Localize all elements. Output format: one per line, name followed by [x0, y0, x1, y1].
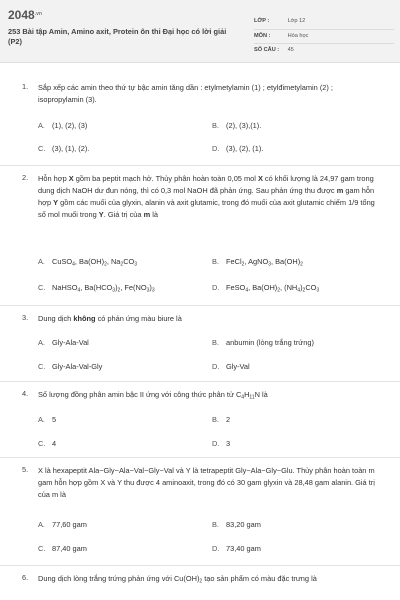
- meta-subject-key: MÔN :: [254, 33, 271, 39]
- question-divider: [0, 565, 400, 566]
- meta-class: [254, 18, 394, 24]
- question-text: Dung dịch không có phản ứng màu biure là: [38, 314, 182, 323]
- option-a[interactable]: A. CuSO$_4$, $Ba(OH)_2$, $Na_2CO_3$: [38, 257, 138, 268]
- option-b[interactable]: B. 2: [212, 415, 231, 424]
- document-title: 253 Bài tập Amin, Amino axit, Protein ôn thi Đại học có lời giải (P2): [8, 27, 227, 46]
- meta-subject-value: Hóa học: [287, 33, 309, 39]
- option-c[interactable]: C. 4: [38, 439, 57, 448]
- question-divider: [0, 165, 400, 166]
- option-c[interactable]: C. Gly-Ala-Val-Gly: [38, 362, 103, 371]
- option-a[interactable]: A. (1), (2), (3): [38, 121, 88, 130]
- logo-suffix: .vn: [34, 11, 42, 17]
- question-number: 4.: [22, 389, 29, 398]
- option-b[interactable]: B. FeCl$_2$, AgNO$_3$, $Ba(OH)_2$: [212, 257, 303, 268]
- option-c[interactable]: C. NaHSO$_4$, $Ba(HCO_3)_2$, $Fe(NO_3)_3$: [38, 283, 155, 294]
- meta-divider: [254, 29, 394, 30]
- logo-text: 2048: [8, 8, 35, 22]
- option-b[interactable]: B. 83,20 gam: [212, 520, 261, 529]
- question-divider: [0, 457, 400, 458]
- meta-count-key: SỐ CÂU :: [254, 47, 280, 53]
- meta-subject: [254, 33, 394, 39]
- option-d[interactable]: D. Gly-Val: [212, 362, 250, 371]
- question-text: X là hexapeptit Ala−Gly−Ala−Val−Gly−Val và Y là tetrapeptit Gly−Ala−Gly−Glu. Thủy phân hoàn toàn m gam hỗn hợp gồm X và Y thu được 4 aminoaxit, trong đó có 30 gam glyxin và 28,48 gam alanin. Giá trị của m là: [38, 466, 375, 499]
- question-number: 3.: [22, 313, 29, 322]
- question-number: 2.: [22, 173, 29, 182]
- question-number: 5.: [22, 465, 29, 474]
- option-d[interactable]: D. 73,40 gam: [212, 544, 261, 553]
- document-header: [0, 0, 400, 63]
- option-d[interactable]: D. (3), (2), (1).: [212, 144, 264, 153]
- option-a[interactable]: A. 77,60 gam: [38, 520, 87, 529]
- meta-class-value: Lớp 12: [287, 18, 306, 24]
- option-a[interactable]: A. Gly-Ala-Val: [38, 338, 89, 347]
- meta-class-key: LỚP :: [254, 18, 270, 24]
- site-logo[interactable]: [8, 8, 42, 22]
- meta-divider: [254, 43, 394, 44]
- option-b[interactable]: B. anbumin (lòng trắng trứng): [212, 338, 314, 347]
- option-b[interactable]: B. (2), (3),(1).: [212, 121, 262, 130]
- option-c[interactable]: C. (3), (1), (2).: [38, 144, 90, 153]
- question-text: Số lượng đồng phân amin bậc II ứng với công thức phân tử $C_4H_{11}N$ là: [38, 390, 268, 401]
- question-divider: [0, 381, 400, 382]
- question-text: Hỗn hợp X gồm ba peptit mạch hở. Thủy phân hoàn toàn 0,05 mol X có khối lượng là 24,97 gam trong dung dịch NaOH dư đun nóng, thì có 0,3 mol NaOH đã phản ứng. Sau phản ứng thu được m gam hỗn hợp Y gồm các muối của glyxin, alanin và axit glutamic, trong đó muối của axit glutamic chiếm 1/9 tổng số mol muối trong Y. Giá trị của m là: [38, 174, 375, 219]
- question-number: 1.: [22, 82, 29, 91]
- question-divider: [0, 305, 400, 306]
- option-a[interactable]: A. 5: [38, 415, 57, 424]
- question-number: 6.: [22, 573, 29, 582]
- option-d[interactable]: D. FeSO$_4$, $Ba(OH)_2$, $(NH_4)_2CO_3$: [212, 283, 320, 294]
- meta-count: [254, 47, 394, 53]
- option-d[interactable]: D. 3: [212, 439, 231, 448]
- meta-count-value: 45: [287, 47, 294, 53]
- question-text: Dung dịch lòng trắng trứng phản ứng với $Cu(OH)_2$ tạo sản phẩm có màu đặc trưng là: [38, 574, 317, 585]
- option-c[interactable]: C. 87,40 gam: [38, 544, 87, 553]
- question-text: Sắp xếp các amin theo thứ tự bậc amin tăng dần : etylmetylamin (1) ; etylđimetylamin (2) ; isopropylamin (3).: [38, 83, 333, 104]
